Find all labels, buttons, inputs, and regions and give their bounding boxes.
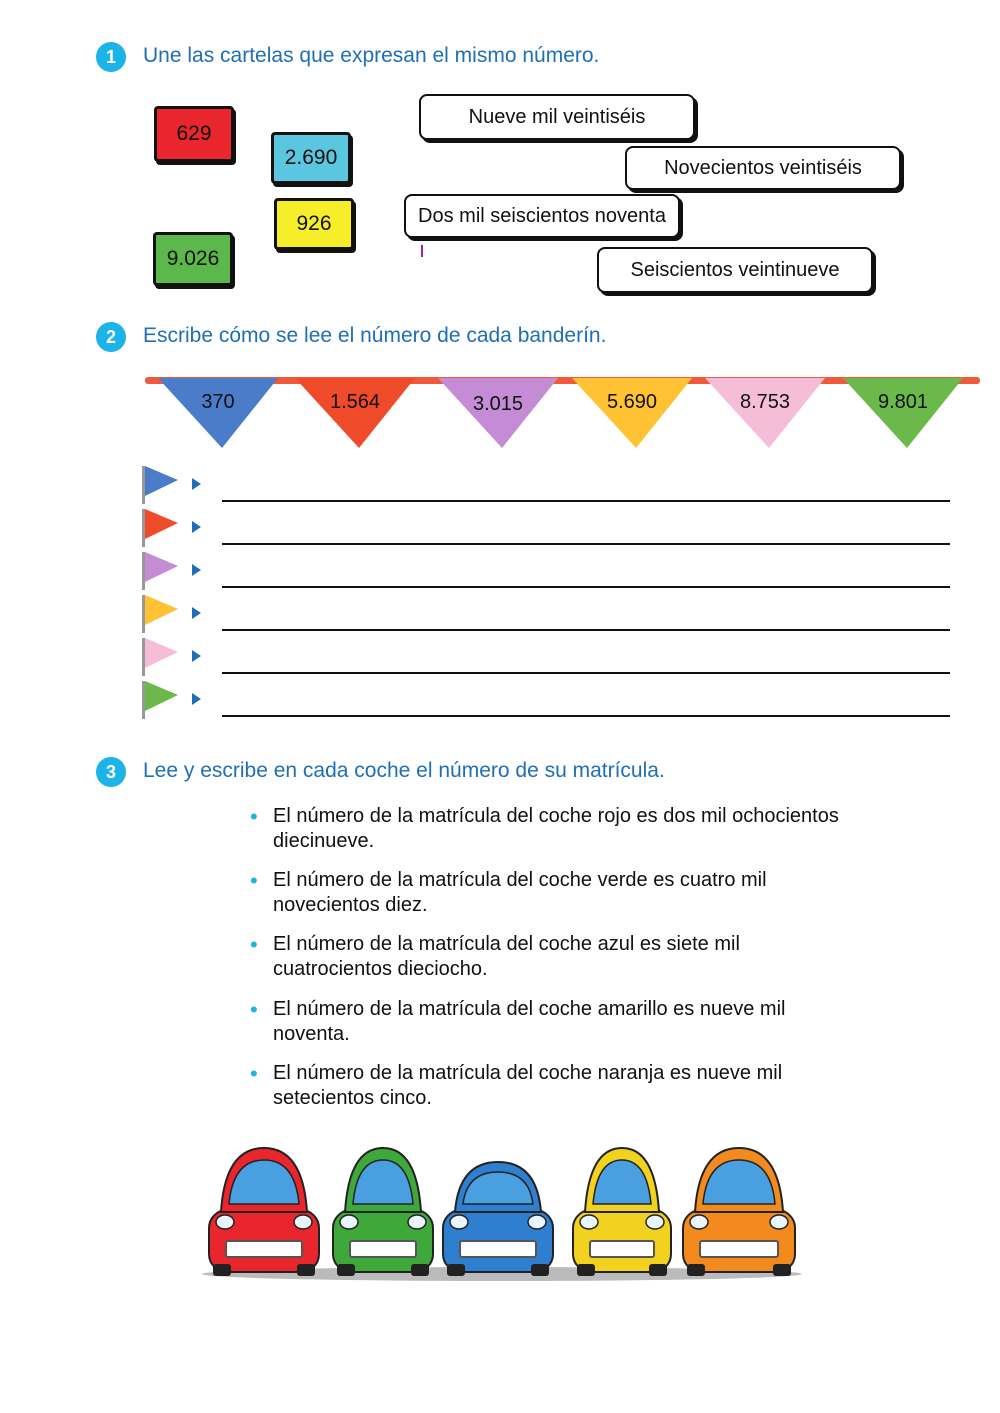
flag-icon [140,464,180,504]
license-plate-field[interactable] [459,1240,537,1258]
bullet-icon: • [250,997,258,1022]
number-tag-9026[interactable]: 9.026 [153,232,233,286]
sentence-orange-car [250,1061,850,1111]
answer-line[interactable] [222,715,950,717]
sentence-red-car [250,804,850,854]
flag-icon [140,507,180,547]
number-tag-926[interactable]: 926 [274,198,354,250]
sentence-text: El número de la matrícula del coche amarillo es nueve mil noventa. [273,998,786,1045]
answer-row [140,470,960,510]
exercise-2-title: Escribe cómo se lee el número de cada banderín. [143,324,607,347]
exercise-3-number: 3 [96,757,126,787]
bullet-icon: • [250,868,258,893]
sentence-yellow-car [250,997,850,1047]
word-card-seiscientos-veintinueve[interactable]: Seiscientos veintinueve [597,247,873,293]
answer-row [140,642,960,682]
arrow-icon [192,650,201,662]
bullet-icon: • [250,1061,258,1086]
number-tag-2690[interactable]: 2.690 [271,132,351,184]
sentence-green-car [250,868,850,918]
pennant-number: 370 [201,391,235,413]
word-card-nueve-mil-veintiseis[interactable]: Nueve mil veintiséis [419,94,695,140]
flag-icon [140,593,180,633]
answer-line[interactable] [222,586,950,588]
pennant-number: 8.753 [739,391,791,413]
sentence-blue-car [250,932,850,982]
answer-line[interactable] [222,672,950,674]
word-card-novecientos-veintiseis[interactable]: Novecientos veintiséis [625,146,901,190]
pennant-number: 9.801 [877,391,929,413]
bullet-icon: • [250,804,258,829]
arrow-icon [192,693,201,705]
license-plate-field[interactable] [225,1240,303,1258]
exercise-1-title: Une las cartelas que expresan el mismo número. [143,44,600,67]
bullet-icon: • [250,932,258,957]
cars-illustration [195,1140,810,1285]
exercise-3-title: Lee y escribe en cada coche el número de su matrícula. [143,759,665,782]
flag-icon [140,550,180,590]
word-card-dos-mil-seiscientos-noventa[interactable]: Dos mil seiscientos noventa [404,194,680,238]
license-plate-field[interactable] [349,1240,417,1258]
flag-icon [140,679,180,719]
arrow-icon [192,564,201,576]
sentence-text: El número de la matrícula del coche verde es cuatro mil novecientos diez. [273,869,767,916]
license-plate-field[interactable] [589,1240,655,1258]
flag-icon [140,636,180,676]
sentence-text: El número de la matrícula del coche rojo es dos mil ochocientos diecinueve. [273,805,839,852]
arrow-icon [192,478,201,490]
pennant-number: 3.015 [472,393,524,415]
arrow-icon [192,521,201,533]
answer-line[interactable] [222,543,950,545]
answer-row [140,599,960,639]
answer-row [140,556,960,596]
answer-line[interactable] [222,629,950,631]
sentence-text: El número de la matrícula del coche azul es siete mil cuatrocientos dieciocho. [273,933,740,980]
license-plate-field[interactable] [699,1240,779,1258]
text-cursor [421,245,423,257]
exercise-2-number: 2 [96,322,126,352]
answer-row [140,685,960,725]
arrow-icon [192,607,201,619]
pennant-number: 5.690 [606,391,658,413]
blue-car-icon [443,1162,553,1276]
answer-row [140,513,960,553]
number-tag-629[interactable]: 629 [154,106,234,162]
sentence-text: El número de la matrícula del coche naranja es nueve mil setecientos cinco. [273,1062,783,1109]
exercise-1-number: 1 [96,42,126,72]
pennant-number: 1.564 [329,391,381,413]
answer-line[interactable] [222,500,950,502]
